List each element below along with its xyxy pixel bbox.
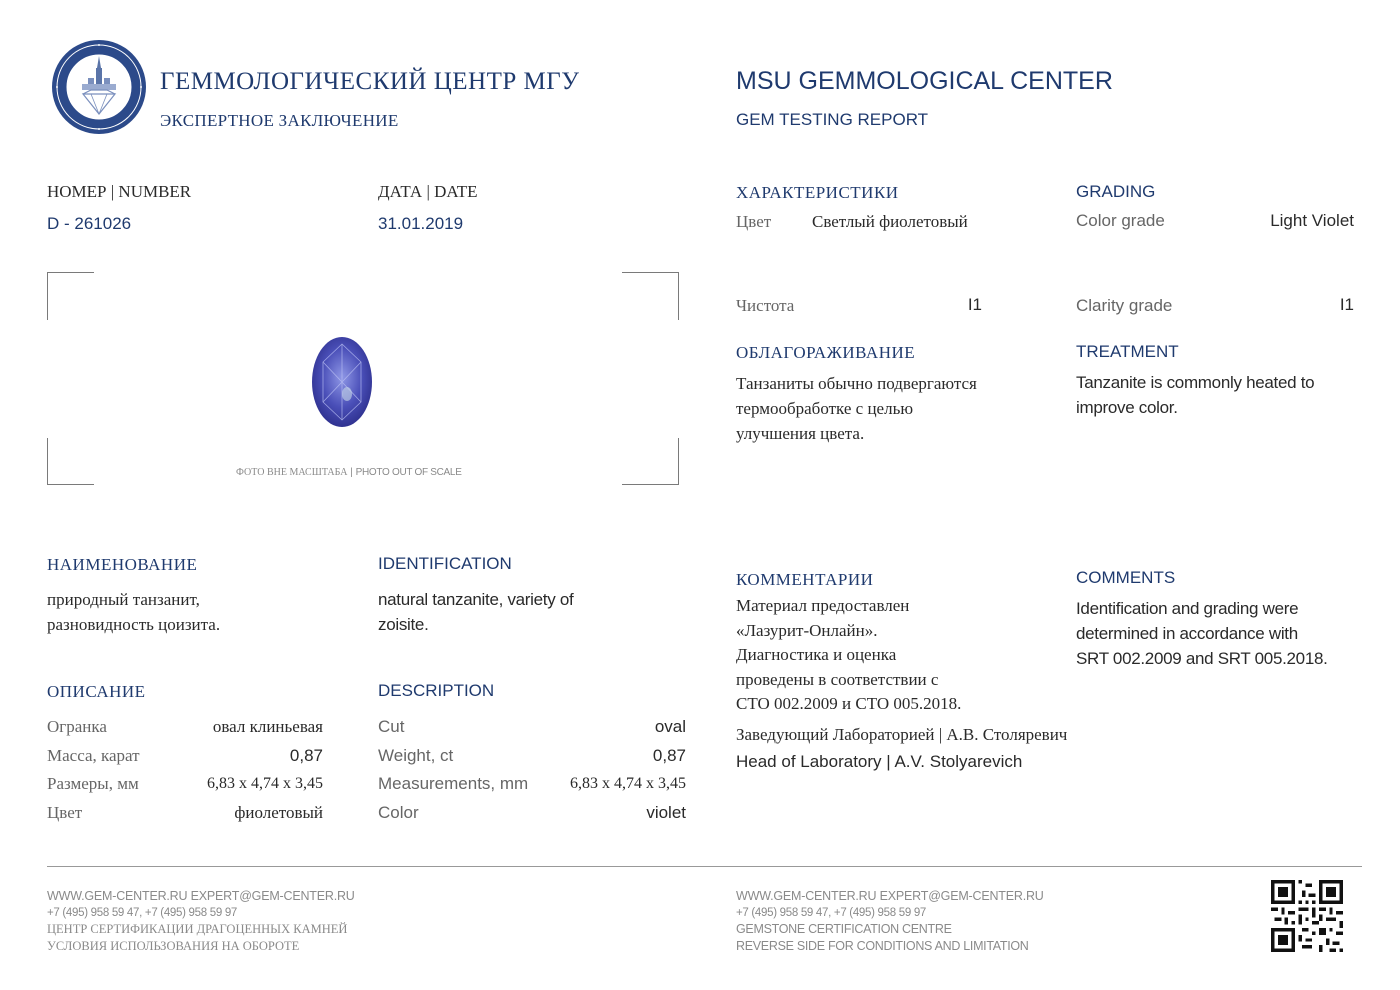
footer-web-left: WWW.GEM-CENTER.RU EXPERT@GEM-CENTER.RU [47, 889, 355, 903]
description-value: violet [646, 802, 686, 822]
footer-right [736, 888, 1044, 954]
treatment-line-ru: термообработке с целью [736, 399, 914, 418]
description-label: Cut [378, 717, 405, 736]
header-title-ru: ГЕММОЛОГИЧЕСКИЙ ЦЕНТР МГУ [160, 68, 580, 95]
clarity-label-en: Clarity grade [1076, 296, 1173, 315]
logo-seal [50, 38, 148, 136]
clarity-value-ru: I1 [967, 295, 982, 314]
footer-certification-en: GEMSTONE CERTIFICATION CENTRE [736, 922, 952, 936]
description-row [378, 713, 686, 742]
description-row [47, 799, 323, 828]
identification-line-en: natural tanzanite, variety of [378, 590, 574, 609]
qr-code-icon [1271, 880, 1343, 952]
treatment-line-ru: улучшения цвета. [736, 424, 865, 443]
description-row [378, 770, 686, 799]
description-label: Цвет [47, 802, 83, 822]
description-label: Размеры, мм [47, 774, 139, 793]
description-label: Color [378, 802, 419, 822]
header-subtitle-en: GEM TESTING REPORT [736, 110, 929, 129]
comments-line-ru: Диагностика и оценка [736, 645, 897, 664]
comments-heading-en: COMMENTS [1076, 568, 1176, 587]
header-subtitle-ru: ЭКСПЕРТНОЕ ЗАКЛЮЧЕНИЕ [160, 111, 399, 130]
description-table-ru [47, 713, 323, 827]
photo-caption-ru: ФОТО ВНЕ МАСШТАБА [236, 467, 348, 478]
comments-text-en [1076, 596, 1328, 671]
treatment-text-en [1076, 370, 1314, 420]
description-row [47, 742, 323, 771]
signature-ru: Заведующий Лабораторией | А.В. Столяревич [736, 725, 1068, 744]
comments-text-ru [736, 594, 961, 717]
gem-photo [311, 336, 373, 428]
description-value: 0,87 [289, 745, 323, 765]
comments-heading-ru: КОММЕНТАРИИ [736, 570, 874, 589]
identification-line-ru: разновидность цоизита. [47, 615, 221, 634]
footer-divider [47, 866, 1362, 867]
footer-conditions-en: REVERSE SIDE FOR CONDITIONS AND LIMITATION [736, 938, 1029, 953]
identification-heading-en: IDENTIFICATION [378, 554, 512, 573]
footer-phones-left: +7 (495) 958 59 47, +7 (495) 958 59 97 [47, 906, 238, 919]
comments-line-ru: СТО 002.2009 и СТО 005.2018. [736, 694, 962, 713]
description-row [378, 799, 686, 828]
description-value: овал клиньевая [212, 717, 323, 736]
comments-line-ru: «Лазурит-Онлайн». [736, 620, 878, 640]
color-value-ru: Светлый фиолетовый [812, 212, 968, 231]
description-value: фиолетовый [234, 802, 323, 822]
description-heading-en: DESCRIPTION [378, 681, 495, 700]
date-label: ДАТА | DATE [378, 182, 478, 201]
number-value: D - 261026 [47, 214, 132, 233]
tanzanite-gem-icon [311, 336, 373, 428]
color-label-en: Color grade [1076, 211, 1165, 230]
comments-line-en: SRT 002.2009 and SRT 005.2018. [1076, 649, 1328, 668]
number-label: НОМЕР | NUMBER [47, 182, 192, 201]
identification-text-en [378, 587, 573, 637]
comments-line-ru: проведены в соответствии с [736, 669, 939, 689]
treatment-heading-en: TREATMENT [1076, 342, 1179, 361]
description-table-en [378, 713, 686, 827]
photo-caption-en: PHOTO OUT OF SCALE [355, 467, 462, 478]
description-label: Weight, ct [378, 745, 454, 765]
footer-certification-ru: ЦЕНТР СЕРТИФИКАЦИИ ДРАГОЦЕННЫХ КАМНЕЙ [47, 922, 348, 936]
clarity-value-en: I1 [1339, 295, 1354, 314]
identification-text-ru [47, 587, 220, 637]
photo-caption [236, 467, 462, 478]
description-row [378, 742, 686, 771]
description-row [47, 713, 323, 742]
characteristics-heading: ХАРАКТЕРИСТИКИ [736, 183, 899, 202]
identification-line-ru: природный танзанит, [47, 590, 200, 609]
description-label: Масса, карат [47, 745, 140, 765]
comments-line-ru: Материал предоставлен [736, 596, 910, 615]
color-label-ru: Цвет [736, 212, 772, 231]
description-value: 6,83 x 4,74 x 3,45 [570, 775, 686, 792]
msu-seal-icon [50, 38, 148, 136]
color-value-en: Light Violet [1270, 211, 1354, 230]
footer-left [47, 888, 355, 954]
treatment-text-ru [736, 371, 977, 446]
description-value: oval [654, 717, 686, 736]
treatment-line-en: Tanzanite is commonly heated to [1076, 373, 1315, 392]
treatment-line-ru: Танзаниты обычно подвергаются [736, 374, 977, 393]
grading-heading: GRADING [1076, 182, 1156, 201]
comments-line-en: determined in accordance with [1076, 624, 1298, 643]
photo-caption-sep: | [347, 467, 356, 478]
clarity-label-ru: Чистота [736, 296, 795, 315]
comments-line-en: Identification and grading were [1076, 599, 1299, 618]
footer-conditions-ru: УСЛОВИЯ ИСПОЛЬЗОВАНИЯ НА ОБОРОТЕ [47, 938, 300, 953]
identification-line-en: zoisite. [378, 615, 429, 634]
description-value: 6,83 х 4,74 х 3,45 [207, 775, 323, 792]
footer-phones-right: +7 (495) 958 59 47, +7 (495) 958 59 97 [736, 906, 927, 919]
description-row [47, 770, 323, 799]
footer-web-right: WWW.GEM-CENTER.RU EXPERT@GEM-CENTER.RU [736, 889, 1044, 903]
description-value: 0,87 [652, 745, 686, 765]
description-label: Огранка [47, 717, 107, 736]
signature-en: Head of Laboratory | A.V. Stolyarevich [736, 752, 1023, 771]
treatment-line-en: improve color. [1076, 398, 1178, 417]
qr-code[interactable] [1271, 880, 1343, 952]
date-value: 31.01.2019 [378, 214, 464, 233]
description-heading-ru: ОПИСАНИЕ [47, 682, 146, 701]
header-title-en: MSU GEMMOLOGICAL CENTER [736, 67, 1113, 95]
identification-heading-ru: НАИМЕНОВАНИЕ [47, 555, 198, 574]
description-label: Measurements, mm [378, 774, 529, 793]
treatment-heading-ru: ОБЛАГОРАЖИВАНИЕ [736, 343, 916, 362]
